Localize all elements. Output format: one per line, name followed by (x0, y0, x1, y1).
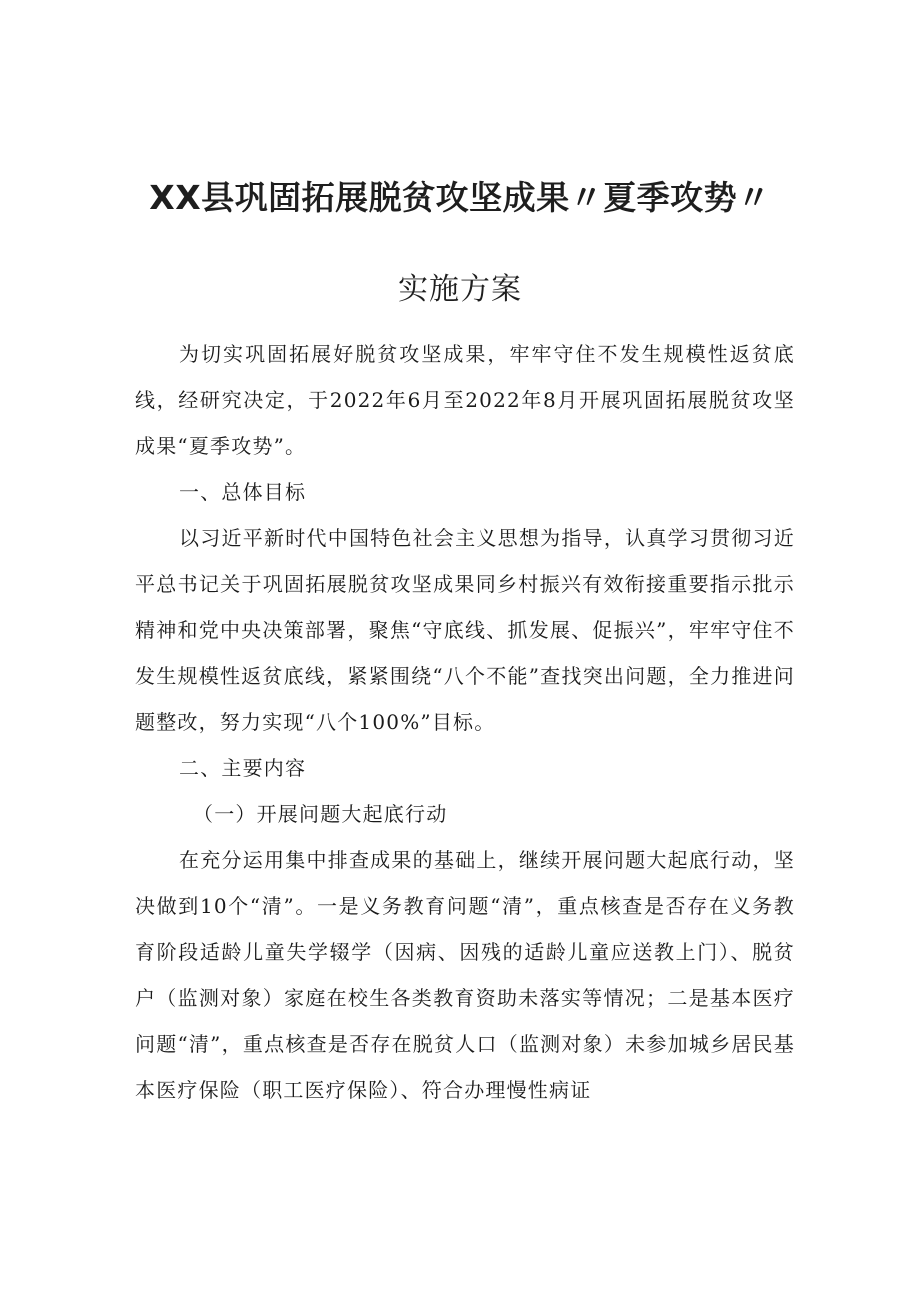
section-heading-2: 二、主要内容 (179, 756, 307, 780)
subsection-heading-1: （一）开展问题大起底行动 (193, 802, 448, 826)
document-title: XX县巩固拓展脱贫攻坚成果〃夏季攻势〃 (149, 178, 771, 217)
section-1-paragraph: 以习近平新时代中国特色社会主义思想为指导，认真学习贯彻习近平总书记关于巩固拓展脱贫攻坚成果同乡村振兴有效衔接重要指示批示精神和党中央决策部署，聚焦“守底线、抓发展、促振兴”，牢牢守住不发生规模性返贫底线，紧紧围绕“八个不能”查找突出问题，全力推进问题整改，努力实现“八个100%”目标。 (135, 526, 795, 734)
intro-paragraph: 为切实巩固拓展好脱贫攻坚成果，牢牢守住不发生规模性返贫底线，经研究决定，于2022年6月至2022年8月开展巩固拓展脱贫攻坚成果“夏季攻势”。 (135, 342, 795, 458)
document-body (135, 331, 795, 1113)
subsection-1-paragraph: 在充分运用集中排查成果的基础上，继续开展问题大起底行动，坚决做到10个“清”。一是义务教育问题“清”，重点核查是否存在义务教育阶段适龄儿童失学辍学（因病、因残的适龄儿童应送教上门）、脱贫户（监测对象）家庭在校生各类教育资助未落实等情况；二是基本医疗问题“清”，重点核查是否存在脱贫人口（监测对象）未参加城乡居民基本医疗保险（职工医疗保险）、符合办理慢性病证 (135, 848, 795, 1102)
document-subtitle: 实施方案 (398, 272, 522, 307)
section-heading-1: 一、总体目标 (179, 480, 307, 504)
